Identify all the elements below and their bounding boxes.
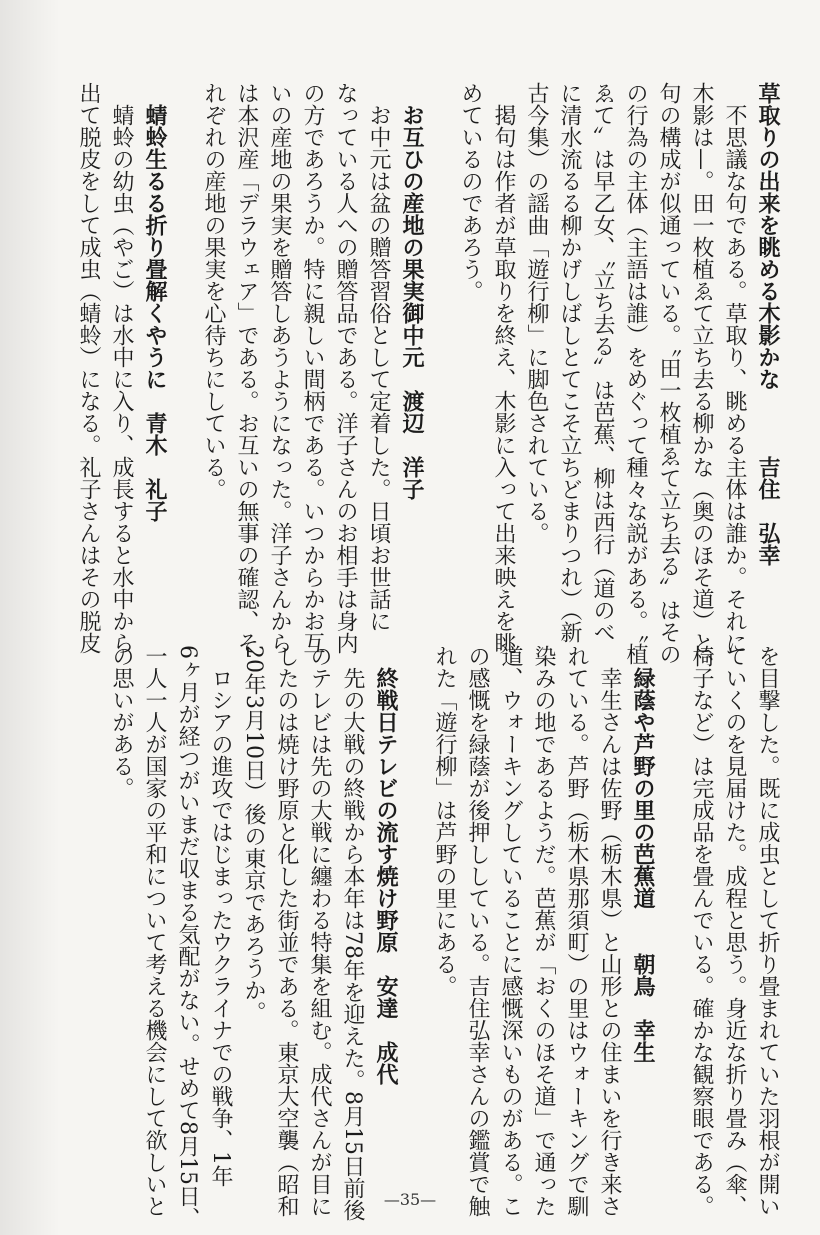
commentary-entry: [105, 645, 402, 1229]
commentary-line: 幸生さんは佐野（栃木県）と山形との住まいを行き来さ: [597, 645, 622, 1217]
haiku-author: 朝鳥 幸生: [630, 953, 656, 1063]
commentary-entry: [685, 645, 784, 1217]
commentary-line: れぞれの産地の果実を心待ちにしている。: [201, 82, 226, 500]
haiku-line: [369, 645, 402, 1165]
commentary-line: 一人一人が国家の平和について考える機会にして欲しいと: [142, 645, 167, 1217]
commentary-entry: [428, 645, 659, 1217]
commentary-line: ていくのを見届けた。成程と思う。身近な折り畳み（傘、: [722, 645, 747, 1217]
commentary-line: なっている人への贈答品である。洋子さんのお相手は身内: [333, 82, 358, 654]
commentary-line: 掲句は作者が草取りを終え、木影に入って出来映えを眺: [491, 82, 516, 654]
haiku-line: [626, 645, 659, 1165]
commentary-line: 古今集）の謡曲「遊行柳」に脚色されている。: [524, 82, 549, 544]
commentary-line: 不思議な句である。草取り、眺める主体は誰か。それに: [722, 82, 747, 654]
commentary-line: 6ヶ月が経つがいまだ収まる気配がない。せめて8月15日、: [175, 645, 200, 1229]
haiku-author: 渡辺 洋子: [399, 390, 425, 500]
page-edge-shadow: [0, 0, 60, 1235]
commentary-line: は本沢産「デラウェア」である。お互いの無事の確認、そ: [234, 82, 259, 654]
commentary-line: お中元は盆の贈答習俗として定着した。日頃お世話に: [366, 82, 391, 632]
commentary-line: めているのであろう。: [458, 82, 483, 302]
commentary-line: 木影は—。田一枚植ゑて立ち去る柳かな（奥のほそ道）と、: [689, 82, 714, 676]
commentary-line: の行為の主体（主語は誰）をめぐって種々な説がある。〝植: [623, 82, 648, 665]
commentary-line: を目撃した。既に成虫として折り畳まれていた羽根が開い: [755, 645, 780, 1217]
commentary-line: のテレビは先の大戦に纏わる特集を組む。成代さんが目に: [307, 645, 332, 1217]
commentary-line: 道、ウォーキングしていることに感慨深いものがある。こ: [498, 645, 523, 1217]
haiku-line: [395, 82, 428, 602]
haiku-line: [138, 82, 171, 602]
commentary-line: 20年3月10日）後の東京であろうか。: [241, 645, 266, 1023]
commentary-entry: [72, 82, 171, 654]
haiku-author: 青木 礼子: [142, 412, 168, 522]
commentary-line: れている。芦野（栃木県那須町）の里はウォーキングで馴: [564, 645, 589, 1217]
commentary-line: ゑて〟は早乙女、〝立ち去る〟は芭蕉、柳は西行（道のべ: [590, 82, 615, 643]
haiku-text: お互ひの産地の果実御中元: [399, 104, 425, 368]
haiku-author: 安達 成代: [373, 975, 399, 1085]
page-number: —35—: [383, 1190, 437, 1209]
commentary-line: いの産地の果実を贈答しあうようになった。洋子さんから: [267, 82, 292, 654]
haiku-line: [751, 82, 784, 602]
commentary-line: の感慨を緑蔭が後押ししている。吉住弘幸さんの鑑賞で触: [465, 645, 490, 1217]
commentary-line: 先の大戦の終戦から本年は78年を迎えた。8月15日前後: [340, 645, 365, 1221]
commentary-line: の方であろうか。特に親しい間柄である。いつからかお互: [300, 82, 325, 654]
top-column-block: [62, 82, 784, 676]
commentary-line: 句の構成が似通っている。〝田一枚植ゑて立ち去る〟はその: [656, 82, 681, 665]
commentary-line: したのは焼け野原と化した街並である。東京大空襲（昭和: [274, 645, 299, 1217]
commentary-line: ロシアの進攻ではじまったウクライナでの戦争、1年: [208, 645, 233, 1187]
commentary-line: に清水流るる柳かげしばしとてこそ立ちどまりつれ）（新: [557, 82, 582, 643]
commentary-line: 染みの地であるようだ。芭蕉が「おくのほそ道」で通った: [531, 645, 556, 1217]
haiku-text: 緑蔭や芦野の里の芭蕉道: [630, 667, 656, 909]
haiku-author: 吉住 弘幸: [755, 456, 781, 566]
haiku-text: 終戦日テレビの流す焼け野原: [373, 667, 399, 953]
commentary-line: れた「遊行柳」は芦野の里にある。: [432, 645, 457, 997]
commentary-entry: [197, 82, 428, 654]
commentary-line: 蜻蛉の幼虫（やご）は水中に入り、成長すると水中から: [109, 82, 134, 654]
commentary-line: の思いがある。: [109, 645, 134, 799]
commentary-entry: [454, 82, 784, 676]
haiku-text: 草取りの出来を眺める木影かな: [755, 82, 781, 390]
commentary-line: 出て脱皮をして成虫（蜻蛉）になる。礼子さんはその脱皮: [76, 82, 101, 654]
haiku-text: 蜻蛉生るる折り畳解くやうに: [142, 104, 168, 390]
commentary-line: 椅子など）は完成品を畳んでいる。確かな観察眼である。: [689, 645, 714, 1217]
